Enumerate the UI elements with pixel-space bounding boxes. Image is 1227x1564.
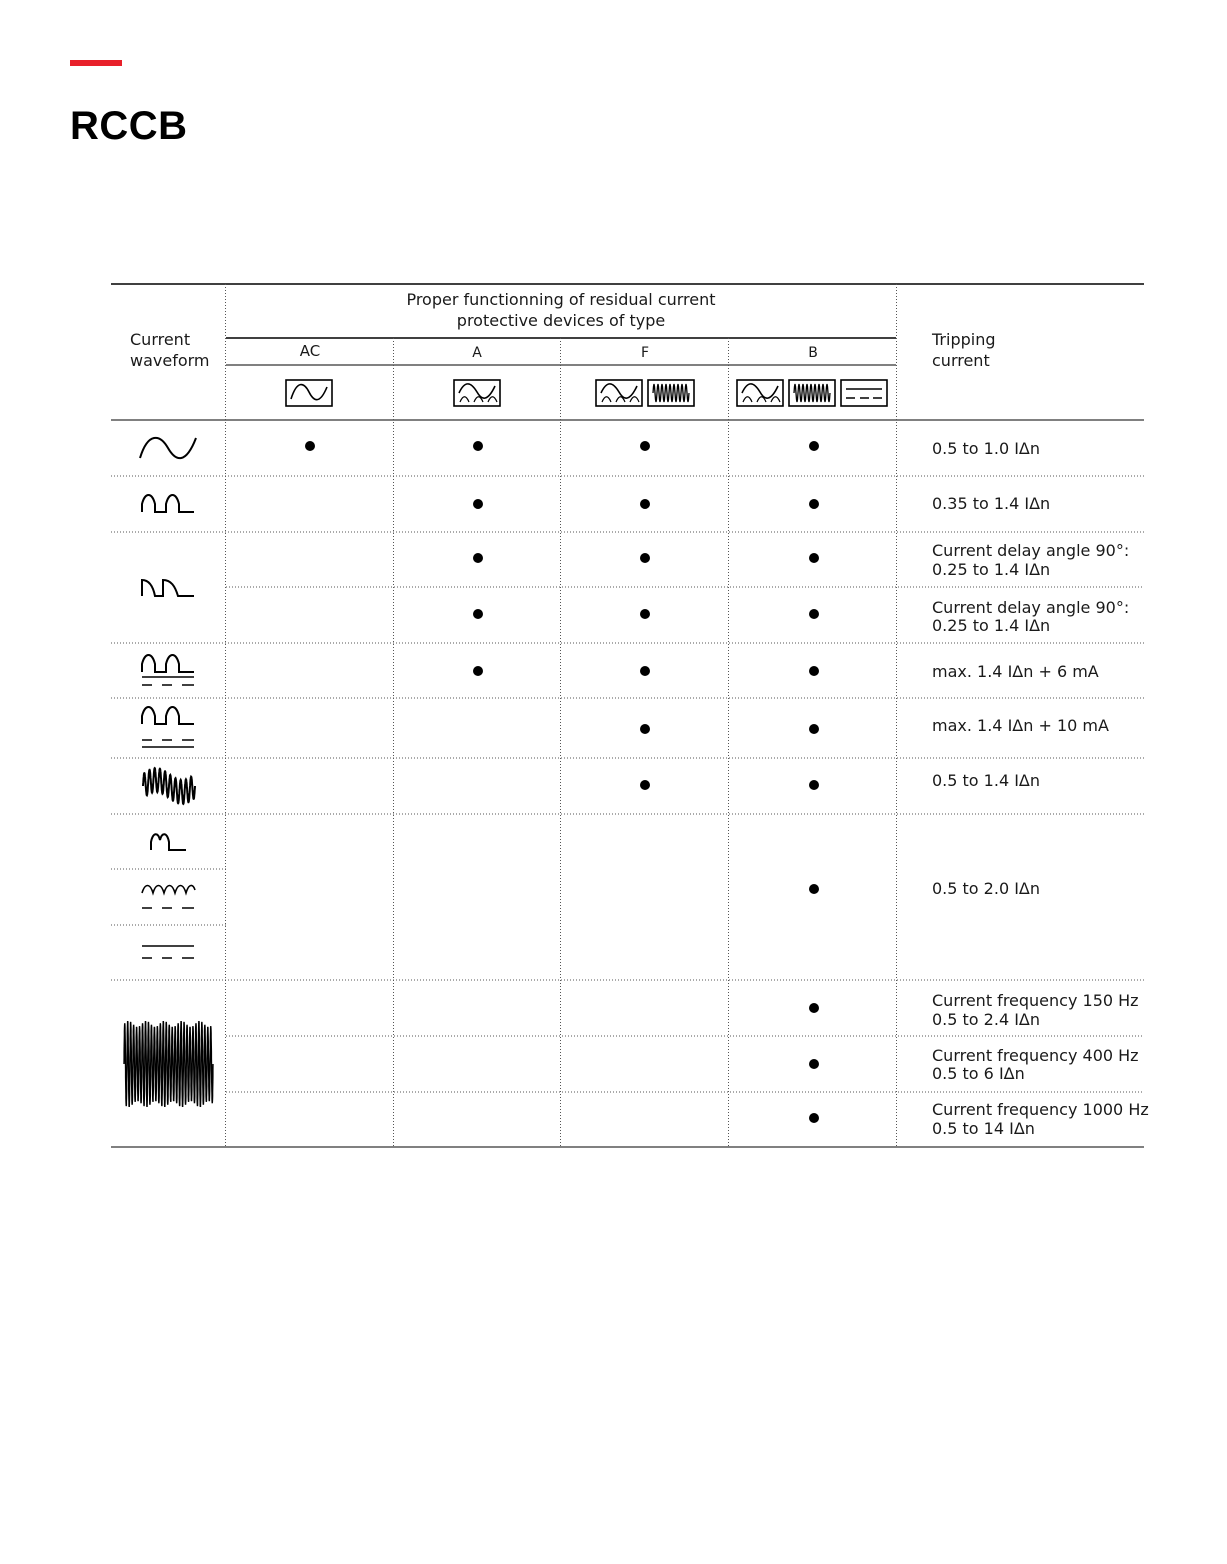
compat-dot-b-row-11 [809,1113,819,1123]
high-frequency-icon [124,1021,213,1107]
compat-dot-b-row-10 [809,1059,819,1069]
compat-dot-a-row-4 [473,609,483,619]
type-a-label: A [472,345,482,361]
phase-controlled-90-icon [142,580,194,596]
compat-dot-b-row-2 [809,499,819,509]
tripping-row-3-line1: Current delay angle 90°: [932,541,1130,560]
compat-dot-b-row-3 [809,553,819,563]
red-accent-bar [70,60,122,66]
compat-dot-a-row-2 [473,499,483,509]
type-b-label: B [808,345,818,361]
composite-frequency-icon [143,768,195,804]
tripping-row-2: 0.35 to 1.4 IΔn [932,494,1051,513]
tripping-row-6: max. 1.4 IΔn + 10 mA [932,716,1109,735]
tripping-row-4-line2: 0.25 to 1.4 IΔn [932,616,1051,635]
type-ac-sine-icon [286,380,332,406]
compat-dot-b-row-7 [809,780,819,790]
type-f-label: F [640,345,650,361]
header-tripping-line2: current [932,351,990,370]
sine-wave-icon [140,438,196,458]
compat-dot-b-row-4 [809,609,819,619]
tripping-row-7: 0.5 to 1.4 IΔn [932,771,1041,790]
compat-dot-a-row-3 [473,553,483,563]
half-wave-pulsating-icon [142,495,194,512]
compat-dot-f-row-4 [640,609,650,619]
tripping-row-10-line1: Current frequency 400 Hz [932,1046,1139,1065]
type-ac-label: AC [299,342,321,360]
type-b-dc-icon [841,380,887,406]
type-f-high-frequency-icon [648,380,694,406]
compat-dot-f-row-5 [640,666,650,676]
compat-dot-b-row-1 [809,441,819,451]
compat-dot-b-row-8 [809,884,819,894]
tripping-row-9-line2: 0.5 to 2.4 IΔn [932,1010,1041,1029]
tripping-row-10-line2: 0.5 to 6 IΔn [932,1064,1025,1083]
ripple-dc-icon [142,885,195,908]
tripping-row-11-line2: 0.5 to 14 IΔn [932,1119,1035,1138]
type-b-high-frequency-icon [789,380,835,406]
compat-dot-f-row-3 [640,553,650,563]
tripping-row-5: max. 1.4 IΔn + 6 mA [932,662,1099,681]
tripping-row-8: 0.5 to 2.0 IΔn [932,879,1041,898]
pulsating-with-dc-6ma-icon [142,655,194,685]
type-b-pulse-icon [737,380,783,406]
header-group-line1: Proper functionning of residual current [406,290,716,309]
single-rectified-pulse-icon [151,834,186,850]
tripping-row-3-line2: 0.25 to 1.4 IΔn [932,560,1051,579]
tripping-row-4-line1: Current delay angle 90°: [932,598,1130,617]
compat-dot-ac-row-1 [305,441,315,451]
compat-dot-f-row-2 [640,499,650,509]
compat-dot-b-row-9 [809,1003,819,1013]
header-group-line2: protective devices of type [456,311,666,330]
type-a-pulse-icon [454,380,500,406]
tripping-row-11-line1: Current frequency 1000 Hz [932,1100,1149,1119]
type-f-pulse-icon [596,380,642,406]
compat-dot-f-row-7 [640,780,650,790]
smooth-dc-icon [142,946,194,958]
compat-dot-b-row-5 [809,666,819,676]
compat-dot-f-row-6 [640,724,650,734]
pulsating-with-dc-10ma-icon [142,707,194,747]
compat-dot-a-row-1 [473,441,483,451]
page-title: RCCB [70,104,188,148]
header-tripping-line1: Tripping [932,330,996,349]
compat-dot-b-row-6 [809,724,819,734]
header-waveform-line1: Current [130,330,191,349]
tripping-row-1: 0.5 to 1.0 IΔn [932,439,1041,458]
compat-dot-f-row-1 [640,441,650,451]
header-waveform-line2: waveform [130,351,210,370]
tripping-row-9-line1: Current frequency 150 Hz [932,991,1139,1010]
compat-dot-a-row-5 [473,666,483,676]
